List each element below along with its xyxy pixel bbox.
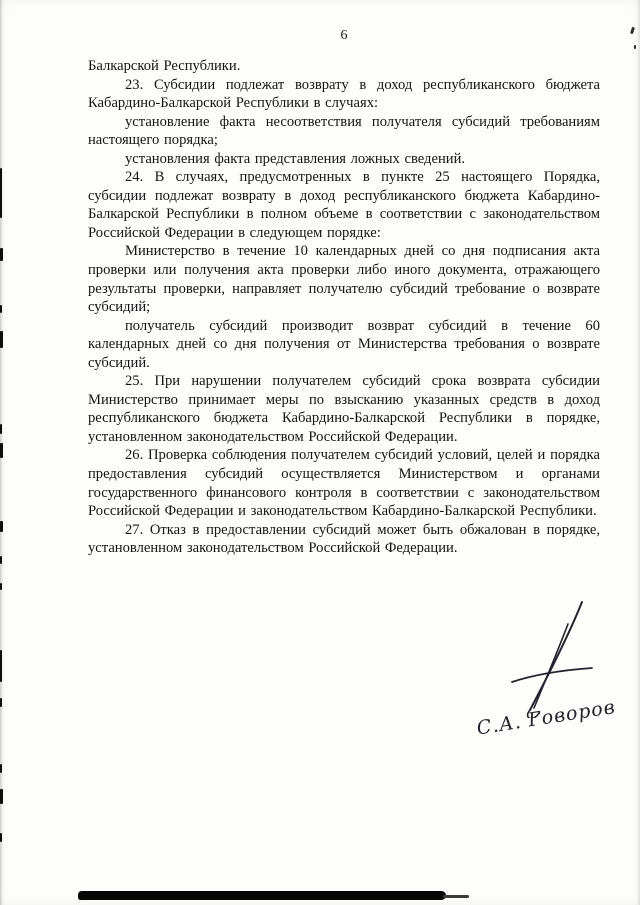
- scan-artifact: [0, 789, 3, 804]
- scan-artifact: [0, 556, 2, 564]
- signature-block: [470, 598, 630, 758]
- scan-artifact: [0, 833, 2, 842]
- paragraph-ministry-term: Министерство в течение 10 календарных дней со дня подписания акта проверки или получения акта проверки либо иного документа, отражающего результаты проверки, направляет получателю субсидий требование о возврате субсидий;: [88, 243, 600, 316]
- scan-artifact: [630, 27, 635, 35]
- signature-name: С.А. Говоров: [475, 695, 618, 740]
- scan-artifact: [0, 650, 2, 682]
- paragraph-item-26: 26. Проверка соблюдения получателем субсидий условий, целей и порядка предоставления субсидий осуществляется Министерством и органами государственного финансового контроля в соответствии с законодательством Российской Федерации и законодательством Кабардино-Балкарской Республики.: [88, 447, 600, 520]
- paragraph-case-1: установление факта несоответствия получателя субсидий требованиям настоящего порядка;: [88, 113, 600, 149]
- scan-artifact: [0, 424, 2, 434]
- scan-artifact: [0, 583, 2, 590]
- scan-artifact: [0, 764, 2, 773]
- document-body: [88, 57, 600, 558]
- scan-artifact: [0, 443, 3, 458]
- paragraph-case-2: установления факта представления ложных сведений.: [125, 150, 466, 167]
- paragraph-item-25: 25. При нарушении получателем субсидий срока возврата субсидии Министерство принимает меры по взысканию указанных средств в доход республиканского бюджета Кабардино-Балкарской Республики в порядке, установленном законодательством Российской Федерации.: [88, 373, 600, 445]
- scan-artifact-bottom-edge: [78, 891, 446, 900]
- scan-artifact: [0, 521, 3, 532]
- scan-artifact: [634, 45, 636, 49]
- scan-artifact: [0, 168, 2, 218]
- scan-artifact: [0, 305, 2, 313]
- scan-artifact: [0, 698, 2, 707]
- paragraph-continuation: Балкарской Республики.: [88, 58, 241, 74]
- paragraph-item-27: 27. Отказ в предоставлении субсидий может быть обжалован в порядке, установленном законодательством Российской Федерации.: [88, 521, 600, 557]
- paragraph-recipient-term: получатель субсидий производит возврат субсидий в течение 60 календарных дней со дня получения от Министерства требования о возврате субсидий.: [88, 317, 600, 371]
- scan-artifact: [0, 248, 3, 261]
- scan-artifact: [0, 331, 3, 348]
- scan-artifact-bottom-edge-tail: [443, 895, 469, 898]
- paragraph-item-24: 24. В случаях, предусмотренных в пункте 25 настоящего Порядка, субсидии подлежат возврату в доход республиканского бюджета Кабардино-Балкарской Республики в полном объеме в соответствии с законодательством Российской Федерации в следующем порядке:: [88, 169, 600, 241]
- paragraph-item-23: 23. Субсидии подлежат возврату в доход республиканского бюджета Кабардино-Балкарской Республики в случаях:: [88, 76, 600, 112]
- page-number: 6: [340, 28, 348, 43]
